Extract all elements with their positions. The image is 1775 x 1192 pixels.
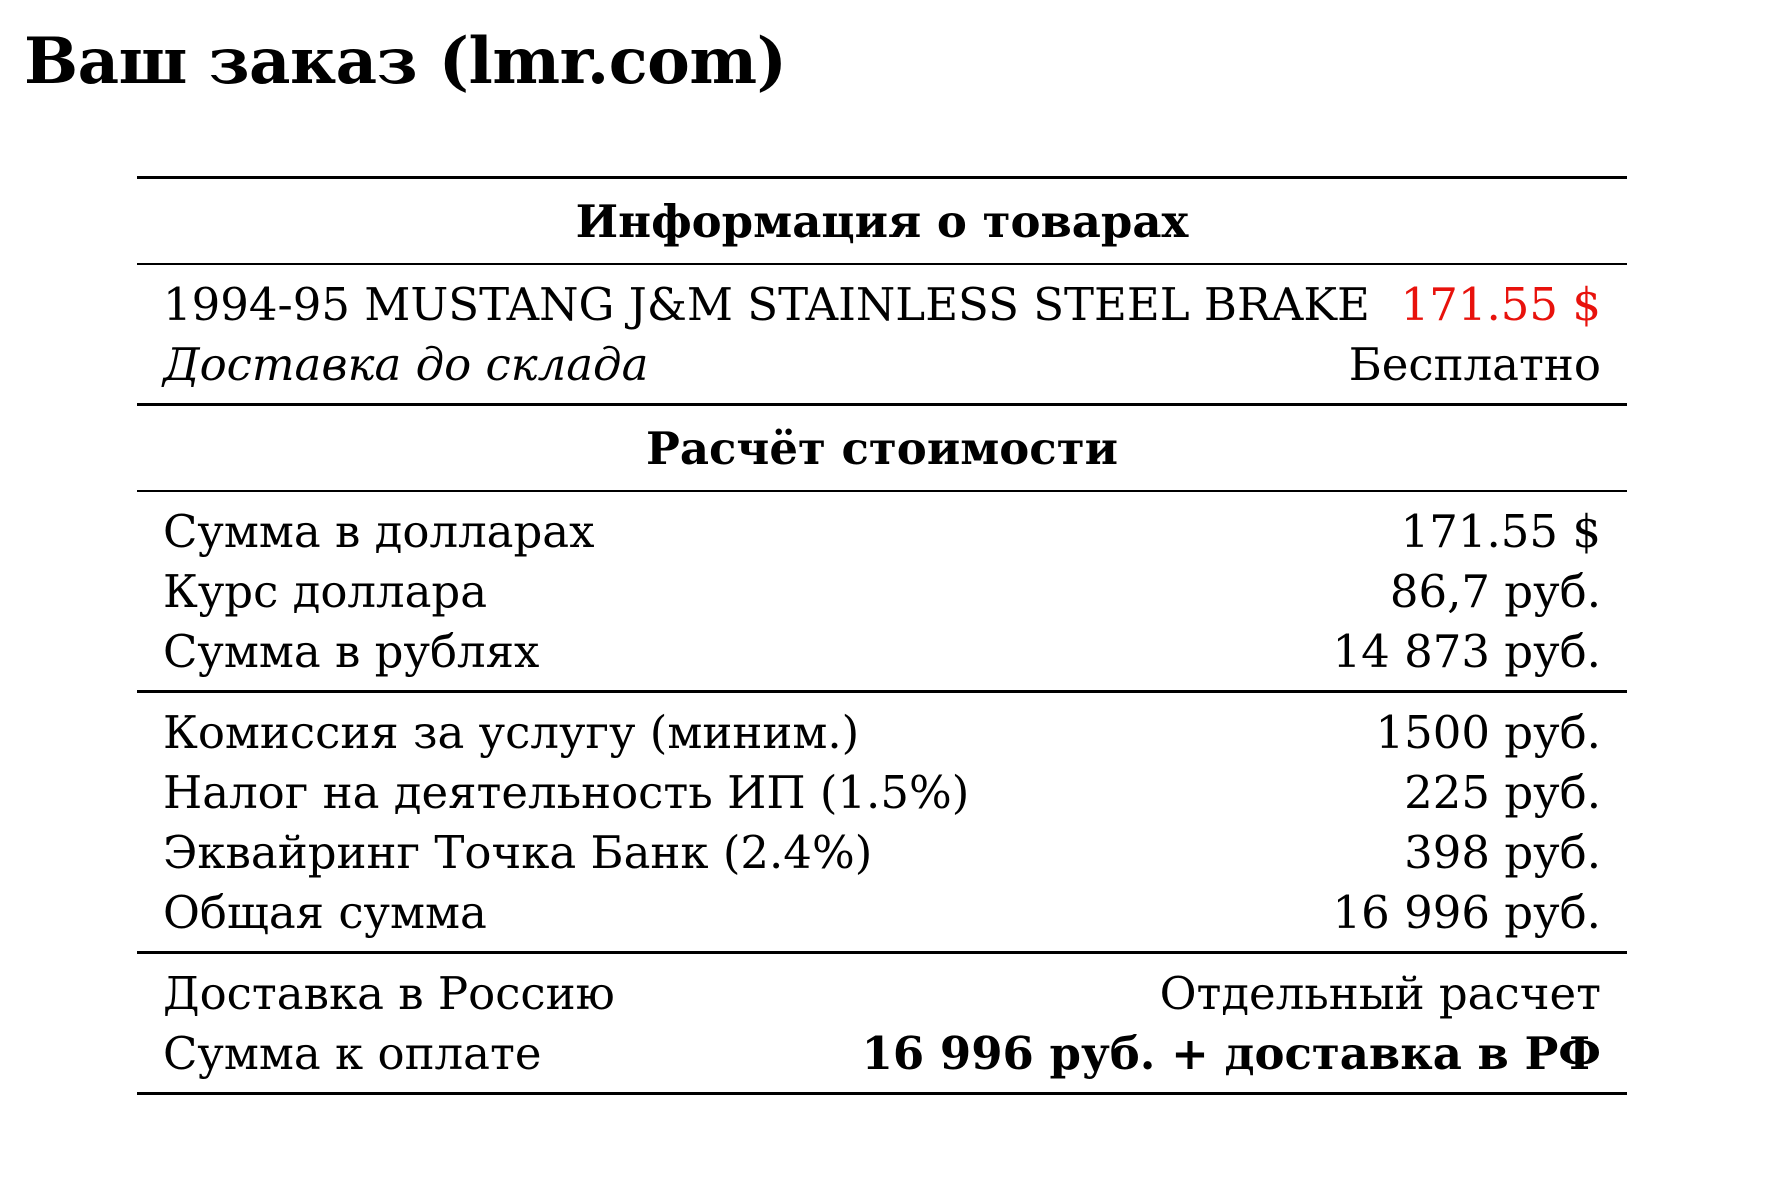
row-value: 14 873 руб.	[1332, 625, 1601, 678]
row-value: 225 руб.	[1404, 766, 1601, 819]
product-row	[163, 275, 1601, 335]
product-block	[137, 265, 1627, 403]
product-price: 171.55 $	[1400, 278, 1601, 331]
row-value: 86,7 руб.	[1389, 565, 1601, 618]
warehouse-delivery-label: Доставка до склада	[163, 338, 649, 391]
product-name: 1994-95 MUSTANG J&M STAINLESS STEEL BRAKE	[163, 278, 1370, 331]
list-item	[163, 562, 1601, 622]
currency-block	[137, 492, 1627, 690]
row-label: Сумма к оплате	[163, 1027, 542, 1080]
total-due-value: 16 996 руб. + доставка в РФ	[861, 1027, 1601, 1080]
payment-block	[137, 954, 1627, 1092]
row-label: Доставка в Россию	[163, 967, 615, 1020]
order-summary-table	[137, 176, 1627, 1095]
row-label: Комиссия за услугу (миним.)	[163, 706, 860, 759]
row-label: Эквайринг Точка Банк (2.4%)	[163, 826, 873, 879]
row-value: Отдельный расчет	[1159, 967, 1601, 1020]
list-item	[163, 823, 1601, 883]
list-item	[163, 622, 1601, 682]
row-label: Сумма в рублях	[163, 625, 540, 678]
fees-block	[137, 693, 1627, 951]
row-value: 398 руб.	[1404, 826, 1601, 879]
row-value: 171.55 $	[1400, 505, 1601, 558]
list-item	[163, 763, 1601, 823]
row-value: 1500 руб.	[1375, 706, 1601, 759]
list-item	[163, 883, 1601, 943]
list-item	[163, 502, 1601, 562]
warehouse-delivery-row	[163, 335, 1601, 395]
row-label: Сумма в долларах	[163, 505, 595, 558]
warehouse-delivery-value: Бесплатно	[1348, 338, 1601, 391]
row-label: Общая сумма	[163, 886, 487, 939]
page-title: Ваш заказ (lmr.com)	[24, 24, 787, 99]
table-bottom-rule	[137, 1092, 1627, 1095]
calculation-section-header: Расчёт стоимости	[646, 422, 1118, 475]
list-item	[163, 703, 1601, 763]
list-item	[163, 1024, 1601, 1084]
row-value: 16 996 руб.	[1332, 886, 1601, 939]
products-section-header: Информация о товарах	[575, 195, 1189, 248]
list-item	[163, 964, 1601, 1024]
row-label: Налог на деятельность ИП (1.5%)	[163, 766, 970, 819]
row-label: Курс доллара	[163, 565, 488, 618]
